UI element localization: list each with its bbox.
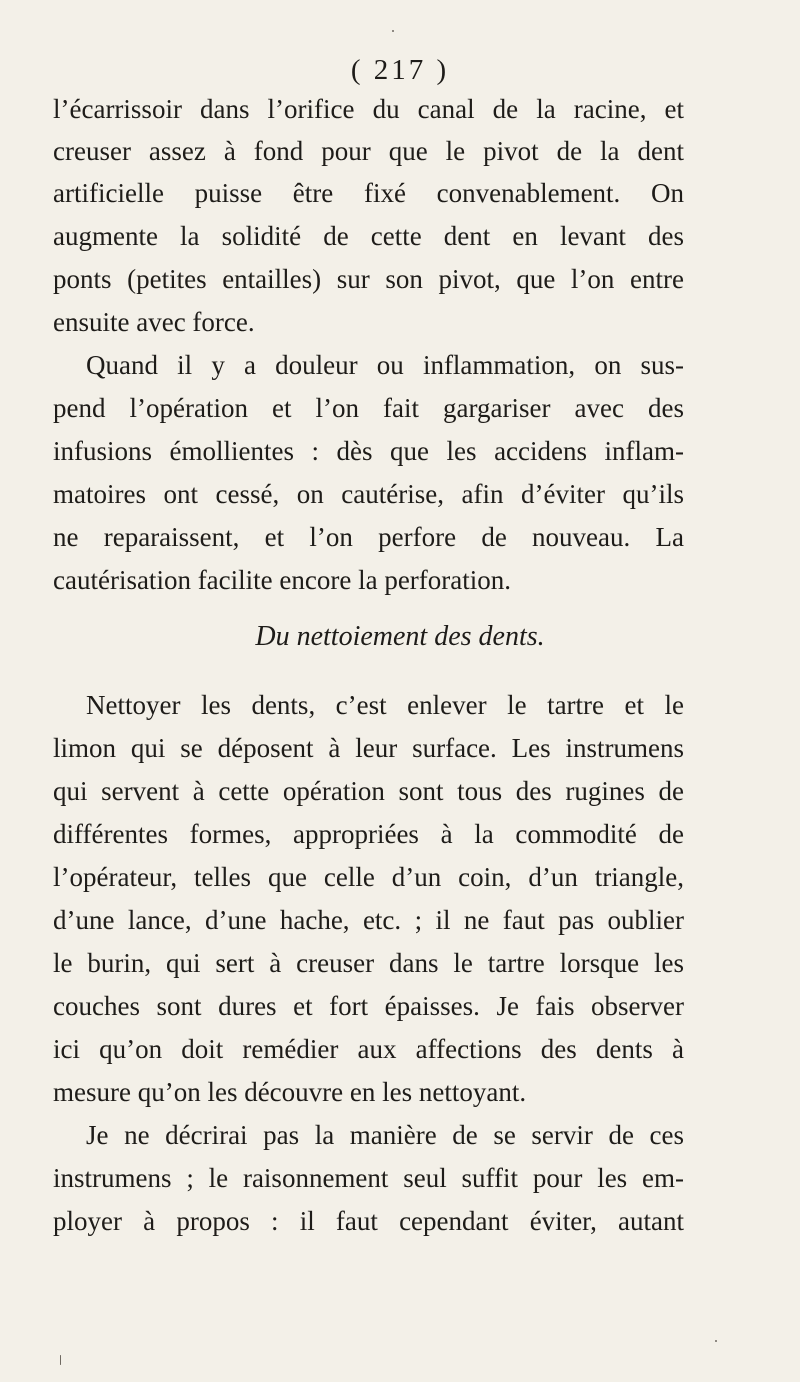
text-line: ensuite avec force. (53, 307, 255, 337)
text-line: artificielle puisse être fixé convenablement. On (53, 178, 684, 208)
text-line: d’une lance, d’une hache, etc. ; il ne faut pas oublier (53, 905, 684, 935)
text-line: l’opérateur, telles que celle d’un coin, d’un triangle, (53, 862, 684, 892)
paper-speck (392, 30, 394, 32)
text-line: Je ne décrirai pas la manière de se servir de ces (86, 1120, 684, 1150)
text-line: Quand il y a douleur ou inflammation, on sus- (86, 350, 684, 380)
text-line: ployer à propos : il faut cependant éviter, autant (53, 1206, 684, 1236)
text-line: ici qu’on doit remédier aux affections des dents à (53, 1034, 684, 1064)
text-line: Nettoyer les dents, c’est enlever le tartre et le (86, 690, 684, 720)
text-line: augmente la solidité de cette dent en levant des (53, 221, 684, 251)
text-line: ne reparaissent, et l’on perfore de nouveau. La (53, 522, 684, 552)
text-line: infusions émollientes : dès que les accidens inflam- (53, 436, 684, 466)
paper-speck (60, 1355, 61, 1365)
paper-speck (715, 1340, 717, 1342)
text-line: creuser assez à fond pour que le pivot de la dent (53, 136, 684, 166)
text-line: matoires ont cessé, on cautérise, afin d’éviter qu’ils (53, 479, 684, 509)
text-line: instrumens ; le raisonnement seul suffit pour les em- (53, 1163, 684, 1193)
text-line: mesure qu’on les découvre en les nettoyant. (53, 1077, 527, 1107)
text-line: couches sont dures et fort épaisses. Je fais observer (53, 991, 684, 1021)
text-line: pend l’opération et l’on fait gargariser avec des (53, 393, 684, 423)
text-line: ponts (petites entailles) sur son pivot, que l’on entre (53, 264, 684, 294)
section-heading: Du nettoiement des dents. (255, 621, 545, 652)
text-line: limon qui se déposent à leur surface. Les instrumens (53, 733, 684, 763)
text-line: le burin, qui sert à creuser dans le tartre lorsque les (53, 948, 684, 978)
text-line: qui servent à cette opération sont tous des rugines de (53, 776, 684, 806)
text-line: cautérisation facilite encore la perforation. (53, 565, 512, 595)
text-line: l’écarrissoir dans l’orifice du canal de la racine, et (53, 94, 684, 124)
text-line: différentes formes, appropriées à la commodité de (53, 819, 684, 849)
page-number: ( 217 ) (350, 54, 450, 86)
